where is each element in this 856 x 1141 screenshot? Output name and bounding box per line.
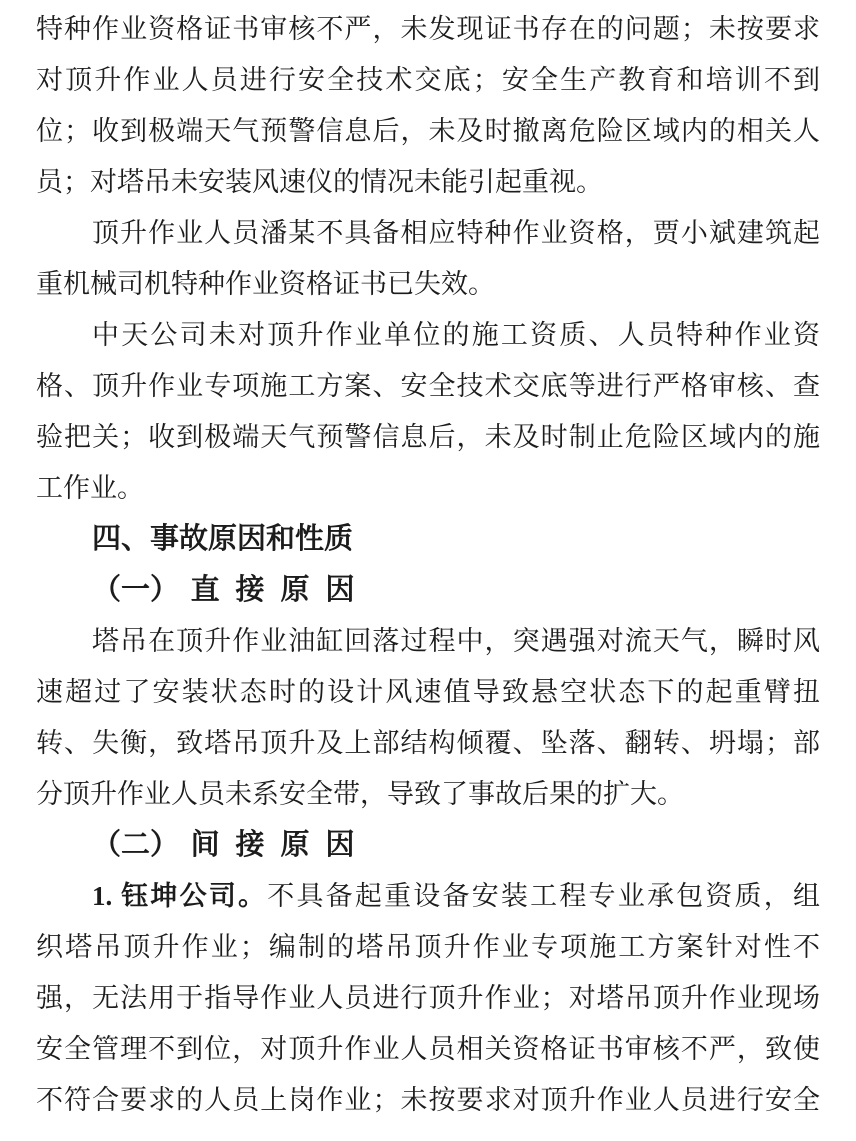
text-segment: （一） xyxy=(92,574,180,606)
text-segment: 格、顶升作业专项施工方案、安全技术交底等进行严格审核、查 xyxy=(36,371,820,401)
body-text-line xyxy=(36,718,820,769)
body-text-line xyxy=(36,412,820,463)
text-segment: 工作业。 xyxy=(36,473,144,503)
text-segment: 间接原因 xyxy=(190,829,371,861)
body-text-line xyxy=(36,1075,820,1126)
body-text-line xyxy=(36,973,820,1024)
body-text-line xyxy=(36,667,820,718)
section-heading xyxy=(36,514,820,565)
body-text-line xyxy=(36,55,820,106)
body-text-line xyxy=(36,463,820,514)
body-text-line xyxy=(36,769,820,820)
body-text-line xyxy=(36,871,820,922)
text-segment: 四、事故原因和性质 xyxy=(92,523,354,555)
text-segment: 对顶升作业人员进行安全技术交底；安全生产教育和培训不到 xyxy=(36,65,820,95)
body-text-line xyxy=(36,4,820,55)
text-segment: 验把关；收到极端天气预警信息后，未及时制止危险区域内的施 xyxy=(36,422,820,452)
subsection-heading xyxy=(36,565,820,616)
body-text-line xyxy=(36,922,820,973)
body-text-line xyxy=(36,208,820,259)
body-text-line xyxy=(36,1024,820,1075)
text-segment: 员；对塔吊未安装风速仪的情况未能引起重视。 xyxy=(36,167,603,197)
body-text-line xyxy=(36,106,820,157)
text-segment: 重机械司机特种作业资格证书已失效。 xyxy=(36,269,495,299)
body-text-line xyxy=(36,361,820,412)
body-text-line xyxy=(36,157,820,208)
text-segment: 顶升作业人员潘某不具备相应特种作业资格，贾小斌建筑起 xyxy=(92,218,820,248)
text-segment: 不符合要求的人员上岗作业；未按要求对顶升作业人员进行安全 xyxy=(36,1085,820,1115)
text-segment: 直接原因 xyxy=(190,574,371,606)
text-segment: 速超过了安装状态时的设计风速值导致悬空状态下的起重臂扭 xyxy=(36,677,820,707)
text-segment: 特种作业资格证书审核不严，未发现证书存在的问题；未按要求 xyxy=(36,14,820,44)
text-segment: 不具备起重设备安装工程专业承包资质，组 xyxy=(267,881,820,911)
bold-lead-in: 1. 钰坤公司。 xyxy=(92,881,268,911)
text-segment: 分顶升作业人员未系安全带，导致了事故后果的扩大。 xyxy=(36,779,684,809)
text-segment: 安全管理不到位，对顶升作业人员相关资格证书审核不严，致使 xyxy=(36,1034,820,1064)
text-segment: （二） xyxy=(92,829,180,861)
text-segment: 位；收到极端天气预警信息后，未及时撤离危险区域内的相关人 xyxy=(36,116,820,146)
text-segment: 强，无法用于指导作业人员进行顶升作业；对塔吊顶升作业现场 xyxy=(36,983,820,1013)
body-text-line xyxy=(36,616,820,667)
body-text-line xyxy=(36,310,820,361)
text-segment: 织塔吊顶升作业；编制的塔吊顶升作业专项施工方案针对性不 xyxy=(36,932,820,962)
text-segment: 中天公司未对顶升作业单位的施工资质、人员特种作业资 xyxy=(92,320,820,350)
text-segment: 塔吊在顶升作业油缸回落过程中，突遇强对流天气，瞬时风 xyxy=(92,626,820,656)
subsection-heading xyxy=(36,820,820,871)
text-segment: 转、失衡，致塔吊顶升及上部结构倾覆、坠落、翻转、坍塌；部 xyxy=(36,728,820,758)
body-text-line xyxy=(36,259,820,310)
